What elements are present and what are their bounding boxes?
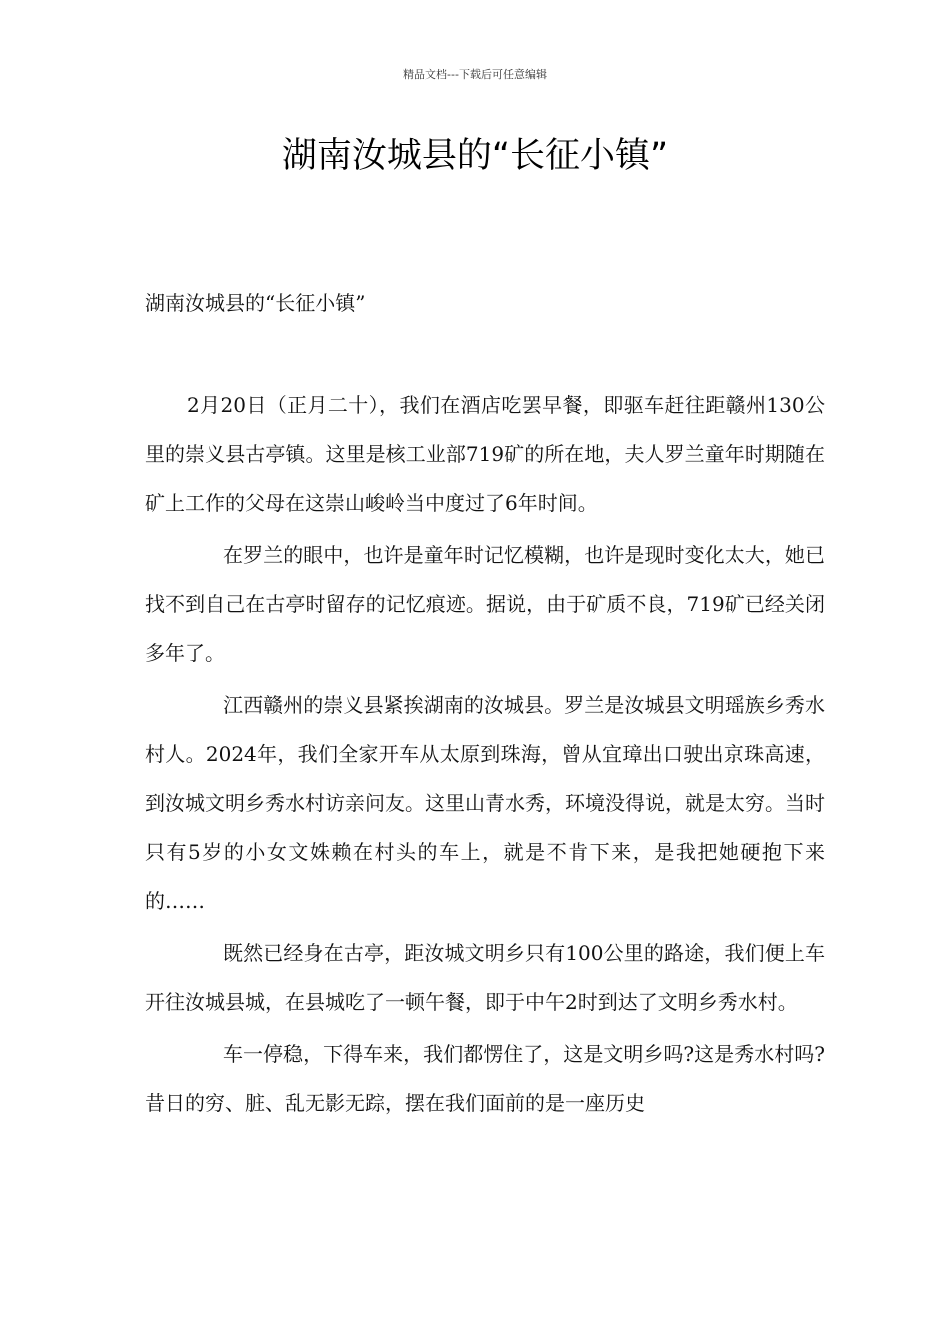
paragraph: 车一停稳，下得车来，我们都愣住了，这是文明乡吗?这是秀水村吗?昔日的穷、脏、乱无影无踪，摆在我们面前的是一座历史 — [145, 1042, 825, 1115]
paragraph: 江西赣州的崇义县紧挨湖南的汝城县。罗兰是汝城县文明瑶族乡秀水村人。2024年，我们全家开车从太原到珠海，曾从宜璋出口驶出京珠高速，到汝城文明乡秀水村访亲问友。这里山青水秀，环境没得说，就是太穷。当时只有5岁的小女文姝赖在村头的车上，就是不肯下来，是我把她硬抱下来的…… — [145, 693, 825, 913]
document-title: 湖南汝城县的“长征小镇” — [281, 136, 669, 176]
document-subtitle: 湖南汝城县的“长征小镇” — [145, 291, 366, 315]
paragraph: 2月20日（正月二十），我们在酒店吃罢早餐，即驱车赶往距赣州130公里的崇义县古亭镇。这里是核工业部719矿的所在地，夫人罗兰童年时期随在矿上工作的父母在这崇山峻岭当中度过了6年时间。 — [145, 393, 825, 515]
paragraph: 在罗兰的眼中，也许是童年时记忆模糊，也许是现时变化太大，她已找不到自己在古亭时留存的记忆痕迹。据说，由于矿质不良，719矿已经关闭多年了。 — [145, 543, 825, 665]
header-note: 精品文档---下载后可任意编辑 — [403, 68, 547, 81]
document-body — [145, 381, 825, 1131]
paragraph: 既然已经身在古亭，距汝城文明乡只有100公里的路途，我们便上车开往汝城县城，在县城吃了一顿午餐，即于中午2时到达了文明乡秀水村。 — [145, 941, 825, 1014]
